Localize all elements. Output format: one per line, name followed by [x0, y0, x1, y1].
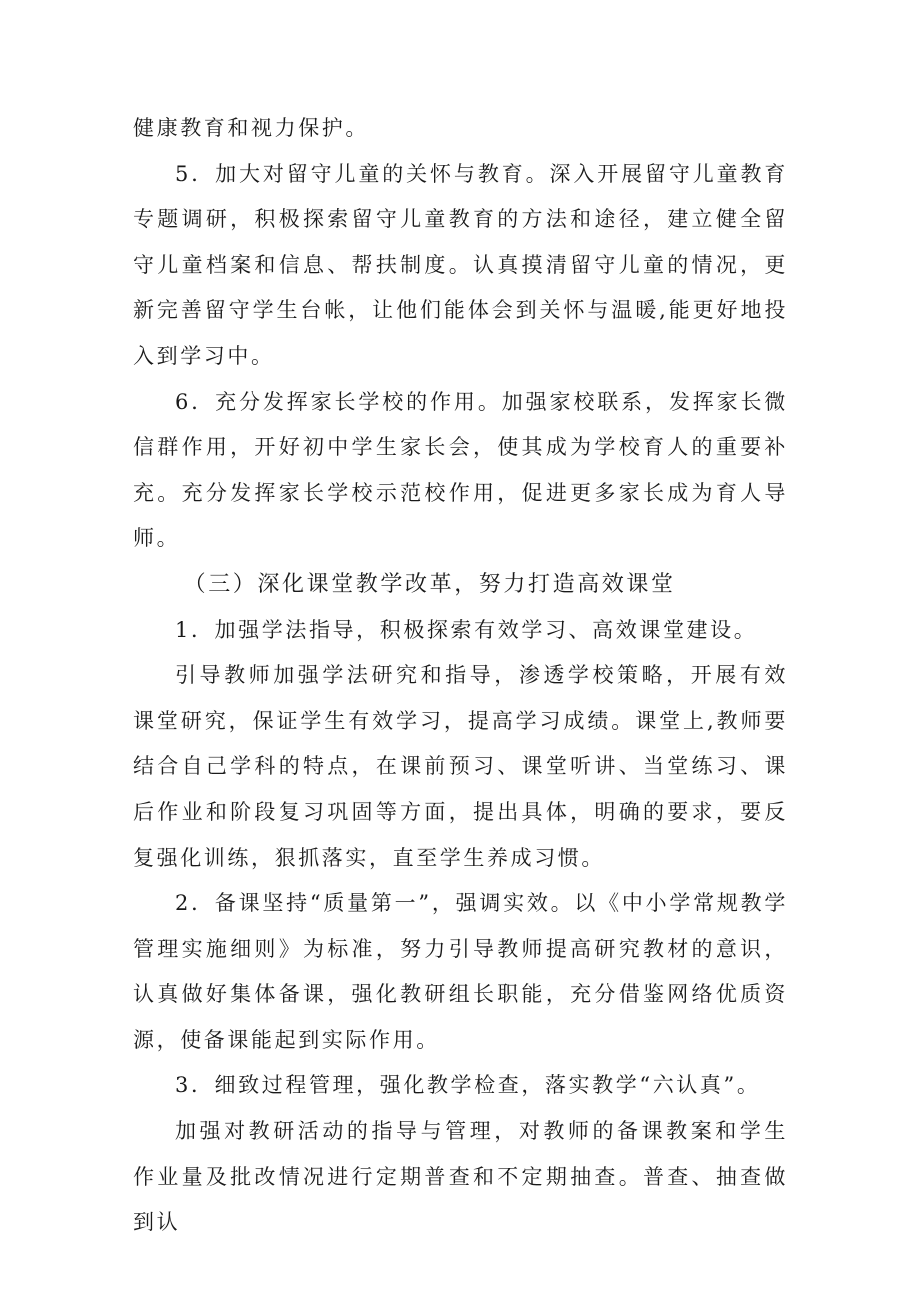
- paragraph-body: 引导教师加强学法研究和指导，渗透学校策略，开展有效课堂研究，保证学生有效学习，提高学习成绩。课堂上,教师要结合自己学科的特点，在课前预习、课堂听讲、当堂练习、课后作业和阶段复习巩固等方面，提出具体，明确的要求，要反复强化训练，狠抓落实，直至学生养成习惯。: [133, 663, 788, 870]
- paragraph-continuation: 健康教育和视力保护。: [133, 116, 369, 140]
- paragraph-item-5: 5．加大对留守儿童的关怀与教育。深入开展留守儿童教育专题调研，积极探索留守儿童教育的方法和途径，建立健全留守儿童档案和信息、帮扶制度。认真摸清留守儿童的情况，更新完善留守学生台帐，让他们能体会到关怀与温暖,能更好地投入到学习中。: [133, 161, 788, 368]
- section-heading-3: （三）深化课堂教学改革，努力打造高效课堂: [183, 571, 676, 597]
- paragraph-body: 加强对教研活动的指导与管理，对教师的备课教案和学生作业量及批改情况进行定期普查和不定期抽查。普查、抽查做到认: [133, 1119, 788, 1235]
- document-body: [133, 106, 788, 1246]
- paragraph-item-6: 6．充分发挥家长学校的作用。加强家校联系，发挥家长微信群作用，开好初中学生家长会，使其成为学校育人的重要补充。充分发挥家长学校示范校作用，促进更多家长成为育人导师。: [133, 389, 788, 551]
- paragraph-item-2: 2．备课坚持“质量第一”，强调实效。以《中小学常规教学管理实施细则》为标准，努力引导教师提高研究教材的意识，认真做好集体备课，强化教研组长职能，充分借鉴网络优质资源，使备课能起到实际作用。: [133, 891, 788, 1052]
- paragraph-item-1: 1．加强学法指导，积极探索有效学习、高效课堂建设。: [175, 617, 758, 642]
- paragraph-item-3: 3．细致过程管理，强化教学检查，落实教学“六认真”。: [175, 1073, 761, 1098]
